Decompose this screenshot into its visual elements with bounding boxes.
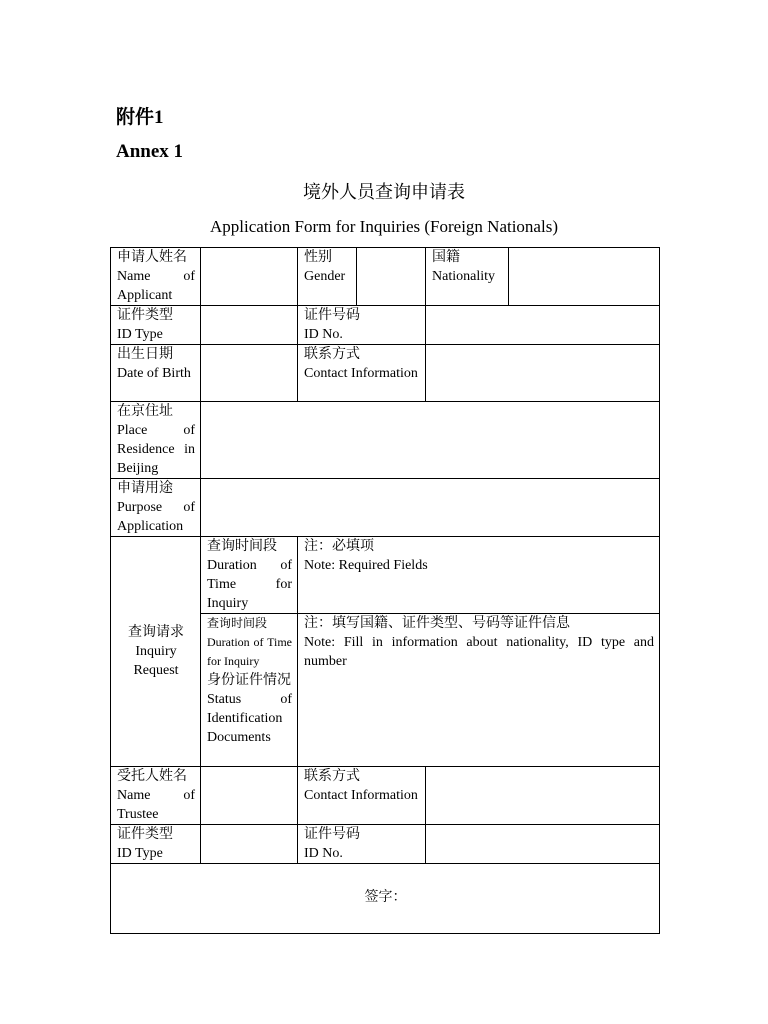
label-id-no-en: ID No. bbox=[304, 327, 343, 342]
label-inquiry-request-en: Inquiry Request bbox=[133, 644, 179, 678]
note-required-en: Note: Required Fields bbox=[304, 558, 428, 573]
field-trustee-id-no[interactable] bbox=[426, 825, 660, 864]
field-applicant-name[interactable] bbox=[201, 248, 298, 306]
row-inquiry-duration bbox=[111, 537, 660, 614]
row-purpose bbox=[111, 479, 660, 537]
label-date-of-birth-en: Date of Birth bbox=[117, 366, 191, 381]
label-duration bbox=[201, 537, 298, 614]
field-id-no[interactable] bbox=[426, 306, 660, 345]
field-purpose[interactable] bbox=[201, 479, 660, 537]
row-id bbox=[111, 306, 660, 345]
form-title-en: Application Form for Inquiries (Foreign Nationals) bbox=[210, 217, 558, 236]
label-id-no bbox=[298, 306, 426, 345]
signature-area[interactable] bbox=[111, 864, 660, 934]
label-applicant-name bbox=[111, 248, 201, 306]
label-duration-cn: 查询时间段 bbox=[207, 539, 277, 554]
row-signature bbox=[111, 864, 660, 934]
label-trustee-name bbox=[111, 767, 201, 825]
label-nationality-en: Nationality bbox=[432, 269, 495, 284]
label-inquiry-request bbox=[111, 537, 201, 767]
label-trustee-contact-cn: 联系方式 bbox=[304, 769, 360, 784]
field-id-status[interactable] bbox=[298, 614, 660, 767]
field-trustee-id-type[interactable] bbox=[201, 825, 298, 864]
label-id-type bbox=[111, 306, 201, 345]
label-trustee-id-type-cn: 证件类型 bbox=[117, 827, 173, 842]
label-gender bbox=[298, 248, 357, 306]
label-gender-cn: 性别 bbox=[304, 250, 332, 265]
annex-label-cn: 附件1 bbox=[116, 107, 164, 128]
label-trustee-id-no-cn: 证件号码 bbox=[304, 827, 360, 842]
label-residence-en: Place of Residence in Beijing bbox=[117, 423, 195, 476]
label-applicant-name-en: Name of Applicant bbox=[117, 269, 195, 303]
field-contact-info[interactable] bbox=[426, 345, 660, 402]
label-inquiry-request-cn: 查询请求 bbox=[128, 625, 184, 640]
row-trustee-id bbox=[111, 825, 660, 864]
note-fill-cn: 注：填写国籍、证件类型、号码等证件信息 bbox=[304, 616, 570, 631]
label-purpose-cn: 申请用途 bbox=[117, 481, 173, 496]
field-duration[interactable] bbox=[298, 537, 660, 614]
label-duration-status bbox=[201, 614, 298, 767]
label-date-of-birth-cn: 出生日期 bbox=[117, 347, 173, 362]
label-trustee-id-type-en: ID Type bbox=[117, 846, 163, 861]
field-residence[interactable] bbox=[201, 402, 660, 479]
label-trustee-contact-en: Contact Information bbox=[304, 788, 418, 803]
row-trustee bbox=[111, 767, 660, 825]
label-trustee-contact bbox=[298, 767, 426, 825]
row-applicant bbox=[111, 248, 660, 306]
label-applicant-name-cn: 申请人姓名 bbox=[117, 250, 187, 265]
annex-label-en: Annex 1 bbox=[116, 141, 184, 162]
label-contact-info-cn: 联系方式 bbox=[304, 347, 360, 362]
field-trustee-contact[interactable] bbox=[426, 767, 660, 825]
field-id-type[interactable] bbox=[201, 306, 298, 345]
application-form-table bbox=[110, 247, 660, 934]
field-gender[interactable] bbox=[357, 248, 426, 306]
label-contact-info bbox=[298, 345, 426, 402]
label-trustee-name-en: Name of Trustee bbox=[117, 788, 195, 822]
label-contact-info-en: Contact Information bbox=[304, 366, 418, 381]
label-trustee-id-no-en: ID No. bbox=[304, 846, 343, 861]
label-gender-en: Gender bbox=[304, 269, 346, 284]
label-nationality-cn: 国籍 bbox=[432, 250, 460, 265]
field-nationality[interactable] bbox=[509, 248, 660, 306]
label-trustee-id-type bbox=[111, 825, 201, 864]
row-birth-contact bbox=[111, 345, 660, 402]
note-required-cn: 注：必填项 bbox=[304, 539, 374, 554]
field-date-of-birth[interactable] bbox=[201, 345, 298, 402]
note-fill-en: Note: Fill in information about nationality, ID type and number bbox=[304, 635, 654, 669]
label-date-of-birth bbox=[111, 345, 201, 402]
label-duration-en: Duration of Time for Inquiry bbox=[207, 558, 292, 611]
label-id-no-cn: 证件号码 bbox=[304, 308, 360, 323]
label-trustee-id-no bbox=[298, 825, 426, 864]
label-nationality bbox=[426, 248, 509, 306]
label-id-type-en: ID Type bbox=[117, 327, 163, 342]
form-title-cn: 境外人员查询申请表 bbox=[303, 182, 465, 202]
label-purpose bbox=[111, 479, 201, 537]
row-residence bbox=[111, 402, 660, 479]
label-residence-cn: 在京住址 bbox=[117, 404, 173, 419]
label-duration-2-en: Duration of Time for Inquiry bbox=[207, 635, 292, 668]
signature-label: 签字： bbox=[364, 890, 407, 905]
label-id-status-en: Status of Identification Documents bbox=[207, 692, 292, 745]
label-id-type-cn: 证件类型 bbox=[117, 308, 173, 323]
label-duration-2-cn: 查询时间段 bbox=[207, 616, 268, 630]
label-id-status-cn: 身份证件情况 bbox=[207, 673, 291, 688]
label-purpose-en: Purpose of Application bbox=[117, 500, 195, 534]
label-trustee-name-cn: 受托人姓名 bbox=[117, 769, 187, 784]
label-residence bbox=[111, 402, 201, 479]
field-trustee-name[interactable] bbox=[201, 767, 298, 825]
